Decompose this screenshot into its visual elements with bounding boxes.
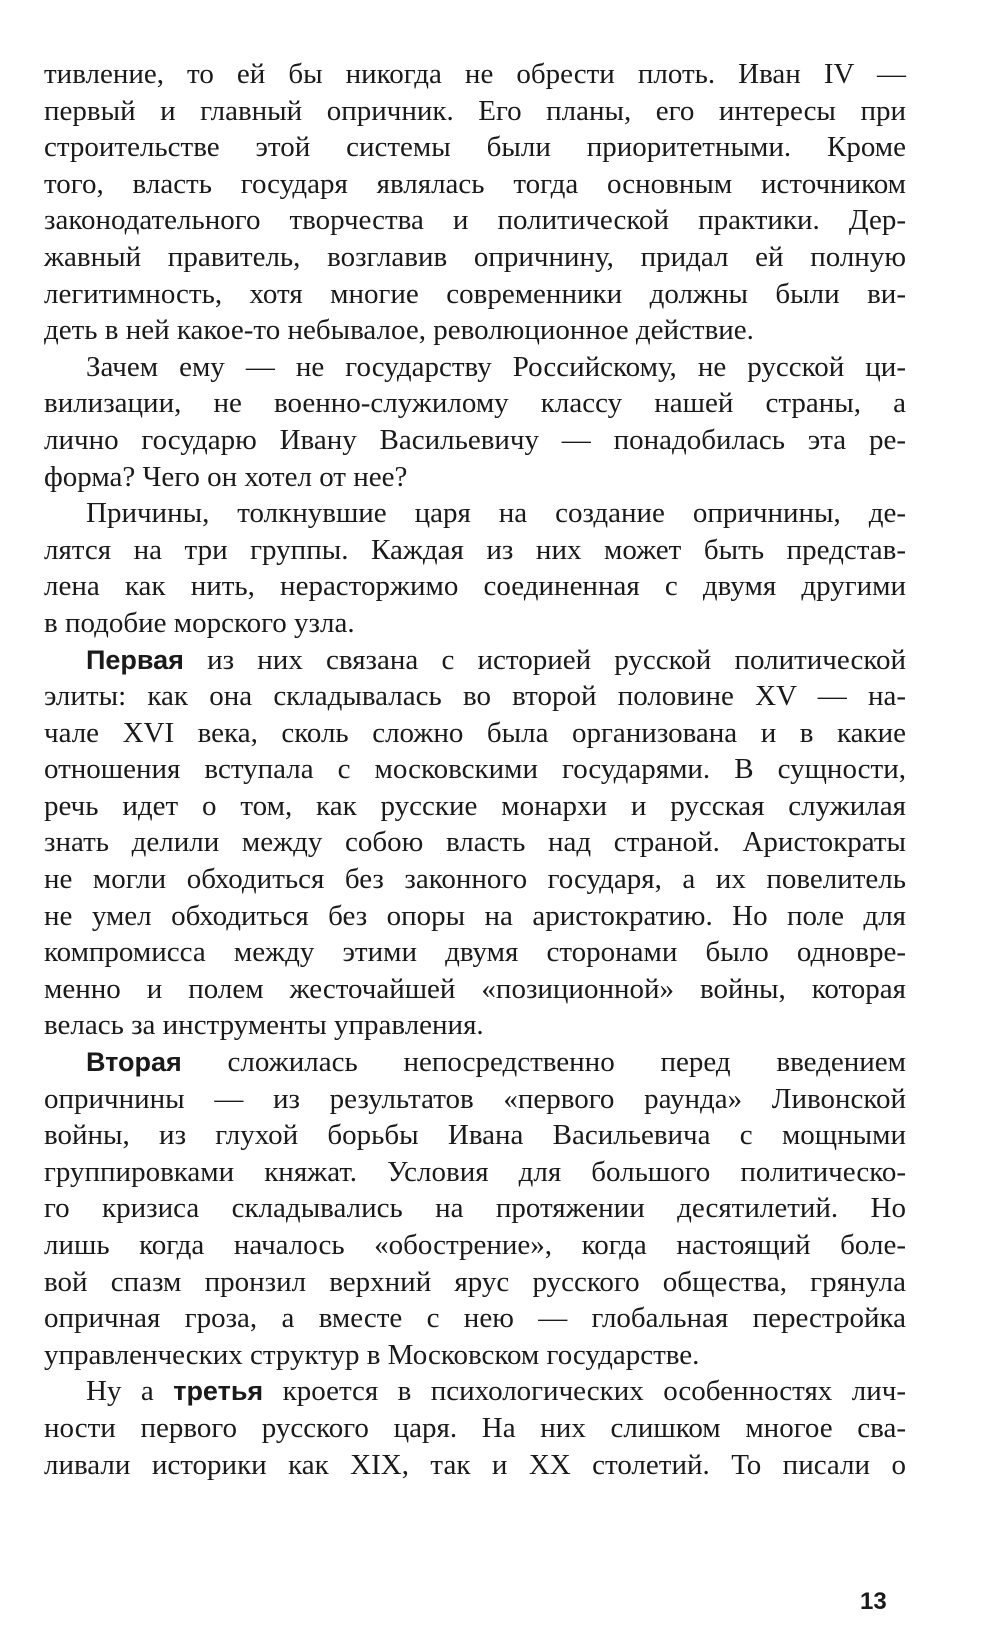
text-line: компромисса между этими двумя сторонами было одновре- <box>44 936 906 969</box>
text-line: легитимность, хотя многие современники должны были ви- <box>44 277 906 310</box>
text-line <box>44 642 906 679</box>
text-line: не умел обходиться без опоры на аристократию. Но поле для <box>44 899 906 932</box>
text-line <box>44 1373 906 1410</box>
bold-term: третья <box>173 1376 264 1407</box>
text-line: Причины, толкнувшие царя на создание опричнины, де- <box>86 497 906 530</box>
line-rest: из них связана с историей русской политической <box>183 643 906 676</box>
text-line: элиты: как она складывалась во второй половине XV — на- <box>44 680 906 713</box>
bold-term: Вторая <box>86 1047 182 1078</box>
text-line <box>44 1044 906 1081</box>
text-line: отношения вступала с московскими государями. В сущности, <box>44 753 906 786</box>
text-line: в подобие морского узла. <box>44 606 355 639</box>
book-page <box>44 56 906 1483</box>
text-line: управленческих структур в Московском государстве. <box>44 1338 700 1371</box>
text-line: не могли обходиться без законного государя, а их повелитель <box>44 863 906 896</box>
text-line: речь идет о том, как русские монархи и русская служилая <box>44 789 906 822</box>
bold-term: Первая <box>86 644 184 675</box>
text-line: форма? Чего он хотел от нее? <box>44 460 408 493</box>
text-line: деть в ней какое-то небывалое, революционное действие. <box>44 314 754 347</box>
text-line: того, власть государя являлась тогда основным источником <box>44 167 906 200</box>
text-line: Зачем ему — не государству Российскому, не русской ци- <box>86 350 906 383</box>
paragraph-5 <box>44 1044 906 1373</box>
text-line: лятся на три группы. Каждая из них может быть представ- <box>44 533 906 566</box>
text-line: лично государю Ивану Васильевичу — понадобилась эта ре- <box>44 423 906 456</box>
text-line: вой спазм пронзил верхний ярус русского общества, грянула <box>44 1265 906 1298</box>
text-line: жавный правитель, возглавив опричнину, придал ей полную <box>44 240 906 273</box>
text-line: велась за инструменты управления. <box>44 1009 484 1042</box>
text-line: лена как нить, нерасторжимо соединенная с двумя другими <box>44 570 906 603</box>
paragraph-6 <box>44 1373 906 1483</box>
text-line: войны, из глухой борьбы Ивана Васильевича с мощными <box>44 1119 906 1152</box>
text-line: тивление, то ей бы никогда не обрести плоть. Иван IV — <box>44 58 906 90</box>
text-line: вилизации, не военно-служилому классу нашей страны, а <box>44 387 906 420</box>
text-line: ности первого русского царя. На них слишком многое сва- <box>44 1411 906 1444</box>
text-line: го кризиса складывались на протяжении десятилетий. Но <box>44 1192 906 1225</box>
paragraph-1 <box>44 56 906 349</box>
text-line: ливали историки как XIX, так и XX столетий. То писали о <box>44 1448 906 1481</box>
text-line: опричнины — из результатов «первого раунда» Ливонской <box>44 1082 906 1115</box>
page-number: 13 <box>860 1588 887 1615</box>
line-rest: кроется в психологических особенностях лич- <box>263 1375 906 1408</box>
text-line: лишь когда началось «обострение», когда настоящий боле- <box>44 1229 906 1261</box>
text-line: группировками княжат. Условия для большого политическо- <box>44 1155 906 1188</box>
paragraph-3 <box>44 495 906 641</box>
text-line: строительстве этой системы были приоритетными. Кроме <box>44 131 906 164</box>
text-line: законодательного творчества и политической практики. Дер- <box>44 204 906 237</box>
text-line: менно и полем жесточайшей «позиционной» войны, которая <box>44 972 906 1005</box>
text-line: знать делили между собою власть над страной. Аристократы <box>44 826 906 859</box>
text-line: первый и главный опричник. Его планы, его интересы при <box>44 94 906 127</box>
line-rest: сложилась непосредственно перед введением <box>181 1046 906 1079</box>
text-line: чале XVI века, сколь сложно была организована и в какие <box>44 716 906 749</box>
paragraph-4 <box>44 642 906 1045</box>
paragraph-2 <box>44 349 906 495</box>
text-line: опричная гроза, а вместе с нею — глобальная перестройка <box>44 1302 906 1335</box>
line-prefix: Ну а <box>86 1375 174 1408</box>
